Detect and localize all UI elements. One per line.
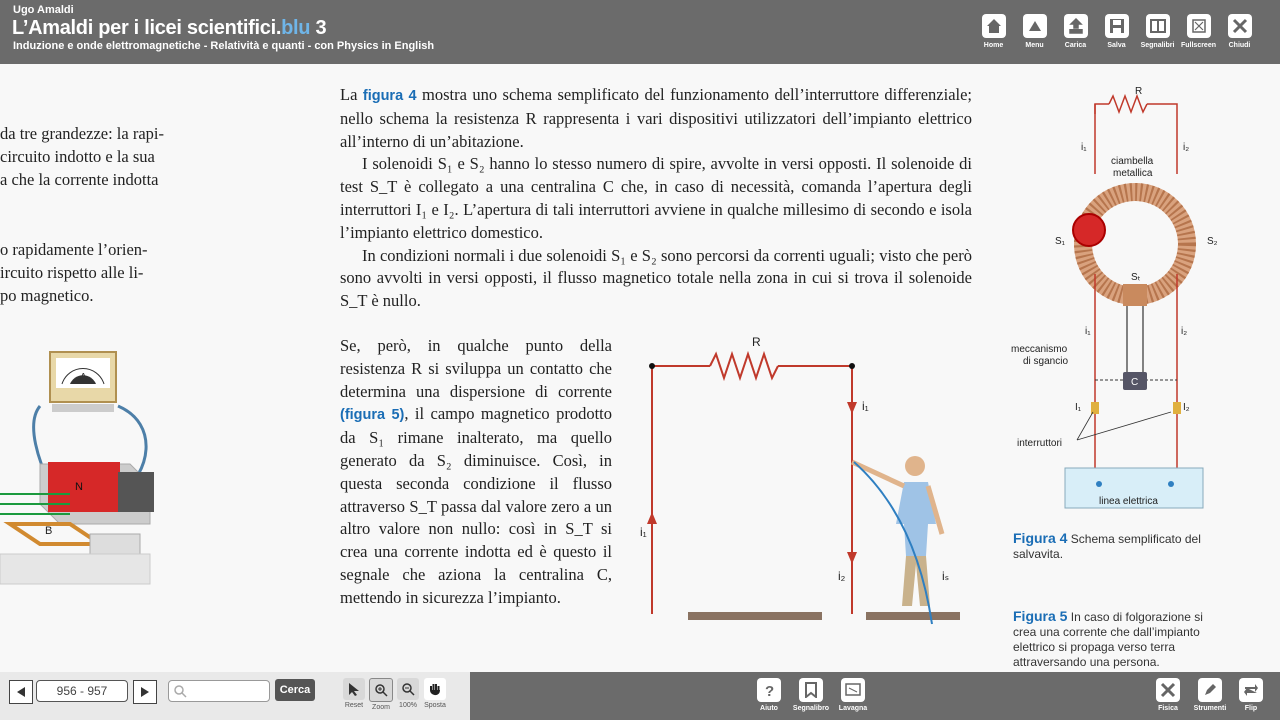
- figure-5-caption: Figura 5 In caso di folgorazione si crea una corrente che dall’impianto elettrico si propaga verso terra attraversando una persona.: [1013, 608, 1203, 669]
- reset-tool[interactable]: Reset: [342, 678, 366, 709]
- induction-apparatus-figure: [0, 344, 200, 594]
- zoom-out-icon: [401, 682, 415, 696]
- paragraph-3: In condizioni normali i due solenoidi S₁ e S₂ sono percorsi da correnti uguali; visto che però sono avvolti in versi opposti, il flusso magnetico totale nella zona in cui si trova il solenoide S_T è nullo.: [340, 245, 972, 311]
- fullscreen-button[interactable]: Fullscreen: [1178, 14, 1219, 49]
- figure-5-diagram: [630, 324, 970, 634]
- fig4-mechanism-label-2: di sgancio: [1023, 356, 1069, 367]
- arrow-left-icon: [16, 686, 26, 698]
- main-text: [340, 84, 972, 313]
- zoom-100-tool[interactable]: 100%: [396, 678, 420, 709]
- search-input[interactable]: [168, 680, 270, 702]
- figure-4-diagram: [1005, 84, 1265, 514]
- top-toolbar: [973, 14, 1260, 49]
- next-page-button[interactable]: [133, 680, 157, 704]
- home-button[interactable]: Home: [973, 14, 1014, 49]
- fig5-r-label: R: [752, 335, 761, 349]
- save-icon: [1108, 17, 1126, 35]
- bookmark-icon: [804, 682, 818, 698]
- cursor-marker-icon: [1073, 214, 1105, 246]
- book-page[interactable]: [0, 64, 1280, 672]
- save-button[interactable]: Salva: [1096, 14, 1137, 49]
- bottom-toolbar: [0, 672, 1280, 720]
- fig4-switches-label: interruttori: [1017, 438, 1063, 449]
- search-button[interactable]: Cerca: [275, 679, 315, 701]
- paragraph-2: I solenoidi S₁ e S₂ hanno lo stesso numero di spire, avvolte in versi opposti. Il solenoide di test S_T è collegato a una centralina C che, in caso di necessità, comanda l’apertura degli interruttori I₁ e I₂. L’apertura di tali interruttori avviene in qualche millesimo di secondo e isola l’impianto elettrico domestico.: [340, 154, 972, 242]
- figure-4-caption: Figura 4 Schema semplificato del salvavita.: [1013, 530, 1201, 561]
- page-number-field[interactable]: 956 - 957: [36, 680, 128, 702]
- ammeter-label: A: [80, 372, 87, 383]
- zoom-in-icon: [374, 683, 388, 697]
- upload-icon: [1067, 17, 1085, 35]
- app-header: [0, 0, 1280, 64]
- prev-page-button[interactable]: [9, 680, 33, 704]
- figura-4-link[interactable]: figura 4: [362, 88, 417, 104]
- fig4-st-label: Sₜ: [1131, 272, 1141, 283]
- home-icon: [985, 17, 1003, 35]
- fig4-i2-label: i₂: [1183, 142, 1190, 153]
- fig4-mechanism-label-1: meccanismo: [1011, 344, 1068, 355]
- tools-button[interactable]: Strumenti: [1188, 678, 1232, 712]
- book-subtitle: Induzione e onde elettromagnetiche - Relatività e quanti - con Physics in English: [13, 40, 435, 52]
- bookmarks-button[interactable]: Segnalibri: [1137, 14, 1178, 49]
- left-page-text-top: da tre grandezze: la rapi- circuito indotto e la sua a che la corrente indotta: [0, 124, 164, 189]
- tools-icon: [1160, 682, 1176, 698]
- fig4-i1-switch-label: I₁: [1075, 402, 1082, 413]
- flip-icon: [1243, 682, 1259, 698]
- fig5-i2-label: i₂: [838, 569, 846, 583]
- bookmarks-icon: [1149, 17, 1167, 35]
- fig4-s1-label: S₁: [1055, 236, 1066, 247]
- close-button[interactable]: Chiudi: [1219, 14, 1260, 49]
- book-title: L’Amaldi per i licei scientifici.blu 3: [12, 17, 327, 39]
- menu-button[interactable]: Menu: [1014, 14, 1055, 49]
- flip-button[interactable]: Flip: [1229, 678, 1273, 712]
- field-label: B: [45, 525, 53, 537]
- pointer-icon: [347, 682, 361, 696]
- bookmark-button[interactable]: Segnalibro: [789, 678, 833, 712]
- blackboard-icon: [845, 683, 861, 697]
- fig4-i2b-label: i₂: [1181, 326, 1188, 337]
- fig4-line-label: linea elettrica: [1099, 496, 1158, 507]
- fig5-is-label: iₛ: [942, 569, 950, 583]
- physics-button[interactable]: Fisica: [1146, 678, 1190, 712]
- paragraph-4: Se, però, in qualche punto della resistenza R si sviluppa un contatto che determina una dispersione di corrente (figura 5), il campo magnetico prodotto da S₁ rimane inalterato, ma quello generato da S₂ diminuisce. Così, in questa seconda condizione il flusso attraverso S_T passa dal valore zero a un altro valore non nullo: così in S_T si crea una corrente indotta ed è questo il segnale che aziona la centralina C, mettendo in sicurezza l’impianto.: [340, 336, 612, 607]
- paragraph-1: La figura 4 mostra uno schema semplificato del funzionamento dell’interruttore differenziale; nello schema la resistenza R rappresenta i vari dispositivi utilizzatori dell’impianto elettrico all’interno di un’abitazione.: [340, 85, 973, 151]
- search-icon: [173, 684, 187, 698]
- hand-icon: [428, 682, 442, 696]
- help-button[interactable]: ? Aiuto: [747, 678, 791, 712]
- fig4-c-label: C: [1131, 377, 1139, 388]
- fig4-s2-label: S₂: [1207, 236, 1218, 247]
- fig4-i2-switch-label: I₂: [1183, 402, 1190, 413]
- fig4-r-label: R: [1135, 86, 1143, 97]
- help-icon: [761, 682, 777, 698]
- book-author: Ugo Amaldi: [13, 4, 74, 16]
- fig5-i1-right-label: i₁: [862, 399, 869, 413]
- fig4-ring-label-2: metallica: [1113, 168, 1153, 179]
- fullscreen-icon: [1190, 17, 1208, 35]
- pen-icon: [1202, 682, 1218, 698]
- fig4-i1-label: i₁: [1081, 142, 1087, 153]
- left-page-text-bottom: o rapidamente l’orien- ircuito rispetto alle li- po magnetico.: [0, 240, 148, 305]
- blackboard-button[interactable]: Lavagna: [831, 678, 875, 712]
- figura-5-link[interactable]: (figura 5): [340, 407, 405, 424]
- pan-tool[interactable]: Sposta: [423, 678, 447, 709]
- zoom-tool[interactable]: Zoom: [369, 678, 393, 711]
- menu-icon: [1026, 17, 1044, 35]
- svg-text:?: ?: [765, 683, 775, 698]
- fig4-ring-label-1: ciambella: [1111, 156, 1154, 167]
- arrow-right-icon: [140, 686, 150, 698]
- fig4-i1b-label: i₁: [1085, 326, 1091, 337]
- upload-button[interactable]: Carica: [1055, 14, 1096, 49]
- fig5-i1-left-label: i₁: [640, 525, 647, 539]
- close-icon: [1231, 17, 1249, 35]
- north-pole-label: N: [75, 481, 83, 493]
